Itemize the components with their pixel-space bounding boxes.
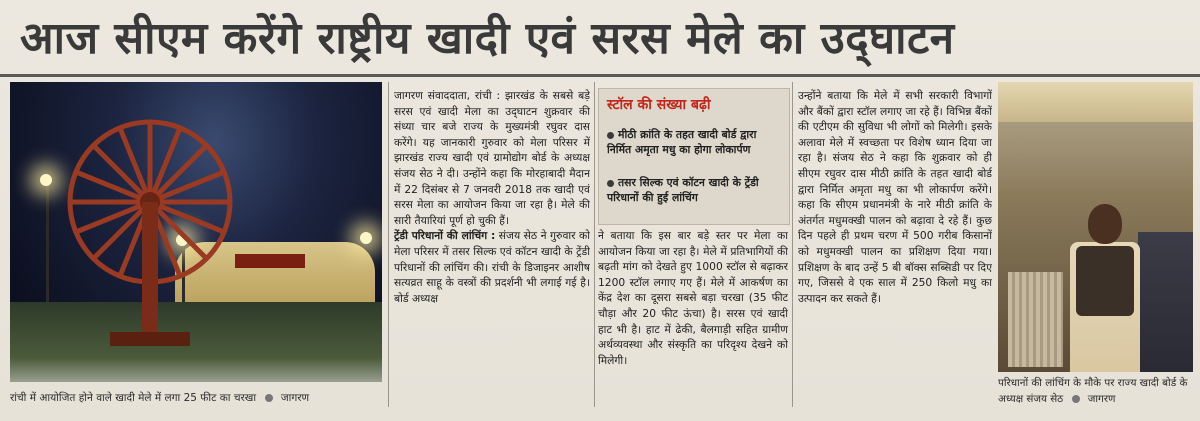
- photo-left-credit: जागरण: [280, 392, 310, 404]
- charkha-wheel-graphic: [50, 102, 250, 362]
- photo-lamp: [360, 232, 372, 244]
- photo-left-caption: [10, 386, 382, 410]
- column-divider: [792, 82, 793, 407]
- credit-dot-icon: [265, 394, 273, 402]
- highlights-heading: स्टॉल की संख्या बढ़ी: [607, 97, 711, 113]
- article-subhead: ट्रेंडी परिधानों की लांचिंग :: [394, 229, 496, 243]
- article-paragraph: उन्होंने बताया कि मेले में सभी सरकारी विभागों और बैंकों द्वारा स्टॉल लगाए जा रहे हैं। विभिन्न बैंकों की एटीएम की सुविधा भी लोगों को मिलेगी। इसके अलावा मेले में स्वच्छता पर विशेष ध्यान दिया जा रहा है। संजय सेठ ने कहा कि शुक्रवार को ही सीएम रघुवर दास मीठी क्रांति के तहत खादी बोर्ड द्वारा निर्मित अमृता मधु का भी लोकार्पण करेंगे। कहा कि सीएम प्रधानमंत्री के नारे मीठी क्रांति के अंतर्गत मधुमक्खी पालन को बढ़ावा दे रहे हैं। कुछ दिन पहले ही प्रथम चरण में 500 गरीब किसानों को मधुमक्खी पालन का प्रशिक्षण दिया गया। प्रशिक्षण के बाद उन्हें 5 बी बॉक्स सब्सिडी पर दिए गए, जिससे वे एक साल में 250 किलो मधु का उत्पादन कर सकते हैं।: [798, 89, 992, 305]
- headline-rule: [0, 74, 1200, 77]
- article-column-2: [598, 228, 788, 408]
- photo-audience: [1138, 232, 1193, 372]
- highlight-item-text: मीठी क्रांति के तहत खादी बोर्ड द्वारा निर्मित अमृता मधु का होगा लोकार्पण: [607, 128, 757, 156]
- photo-banner: [998, 82, 1193, 122]
- article-column-3: [798, 88, 992, 408]
- highlights-box: [598, 88, 790, 225]
- article-column-1: [394, 88, 590, 408]
- photo-left-caption-text: रांची में आयोजित होने वाले खादी मेले में लगा 25 फीट का चरखा: [10, 392, 257, 404]
- column-divider: [388, 82, 389, 407]
- article-paragraph: जागरण संवाददाता, रांची : झारखंड के सबसे बड़े सरस एवं खादी मेला का उद्‌घाटन शुक्रवार की संध्या चार बजे राज्य के मुख्यमंत्री रघुवर दास करेंगे। यह जानकारी गुरुवार को मेला परिसर में झारखंड राज्य खादी एवं ग्रामोद्योग बोर्ड के अध्यक्ष संजय सेठ ने दी। उन्होंने कहा कि मोरहाबादी मैदान में 22 दिसंबर से 7 जनवरी 2018 तक खादी एवं सरस मेला का आयोजन किया जा रहा है। मेले की सारी तैयारियां पूर्ण हो चुकी हैं।: [394, 89, 590, 227]
- highlight-item: [607, 175, 783, 205]
- photo-speaker-vest: [1076, 246, 1134, 316]
- photo-right-credit: जागरण: [1087, 393, 1116, 405]
- bullet-icon: [607, 132, 614, 139]
- headline: आज सीएम करेंगे राष्ट्रीय खादी एवं सरस मेले का उद्‌घाटन: [20, 13, 955, 64]
- launch-event-photo: [998, 82, 1193, 372]
- column-divider: [594, 82, 595, 407]
- article-paragraph: ने बताया कि इस बार बड़े स्तर पर मेला का आयोजन किया जा रहा है। मेले में प्रतिभागियों की बढ़ती मांग को देखते हुए 1000 स्टॉल से बढ़ाकर 1200 स्टॉल लगाए गए हैं। मेले में आकर्षण का केंद्र देश का दूसरा सबसे बड़ा चरखा (35 फीट चौड़ा और 20 फीट ऊंचा) है। सरस एवं खादी हाट भी है। हाट में ढेकी, बैलगाड़ी सहित ग्रामीण अर्थव्यवस्था और संस्कृति का परिदृश्य देखने को मिलेगी।: [598, 229, 788, 367]
- charkha-photo: [10, 82, 382, 382]
- photo-right-caption-text: परिधानों की लांचिंग के मौके पर राज्य खादी बोर्ड के अध्यक्ष संजय सेठ: [998, 377, 1188, 405]
- photo-speaker-head: [1088, 204, 1122, 244]
- article-subhead-text: संजय सेठ ने गुरुवार को मेला परिसर में तसर सिल्क एवं कॉटन खादी के ट्रेंडी परिधानों की लांचिंग की। रांची के डिजाइनर आशीष सत्यव्रत साहू के वस्त्रों की प्रदर्शनी भी लगाई गई है। बोर्ड अध्यक्ष: [394, 229, 590, 305]
- highlight-item-text: तसर सिल्क एवं कॉटन खादी के ट्रेंडी परिधानों की हुई लांचिंग: [607, 176, 759, 204]
- bullet-icon: [607, 180, 614, 187]
- credit-dot-icon: [1072, 395, 1080, 403]
- photo-right-caption: [998, 375, 1193, 411]
- highlight-item: [607, 127, 783, 157]
- photo-garment: [1008, 272, 1063, 367]
